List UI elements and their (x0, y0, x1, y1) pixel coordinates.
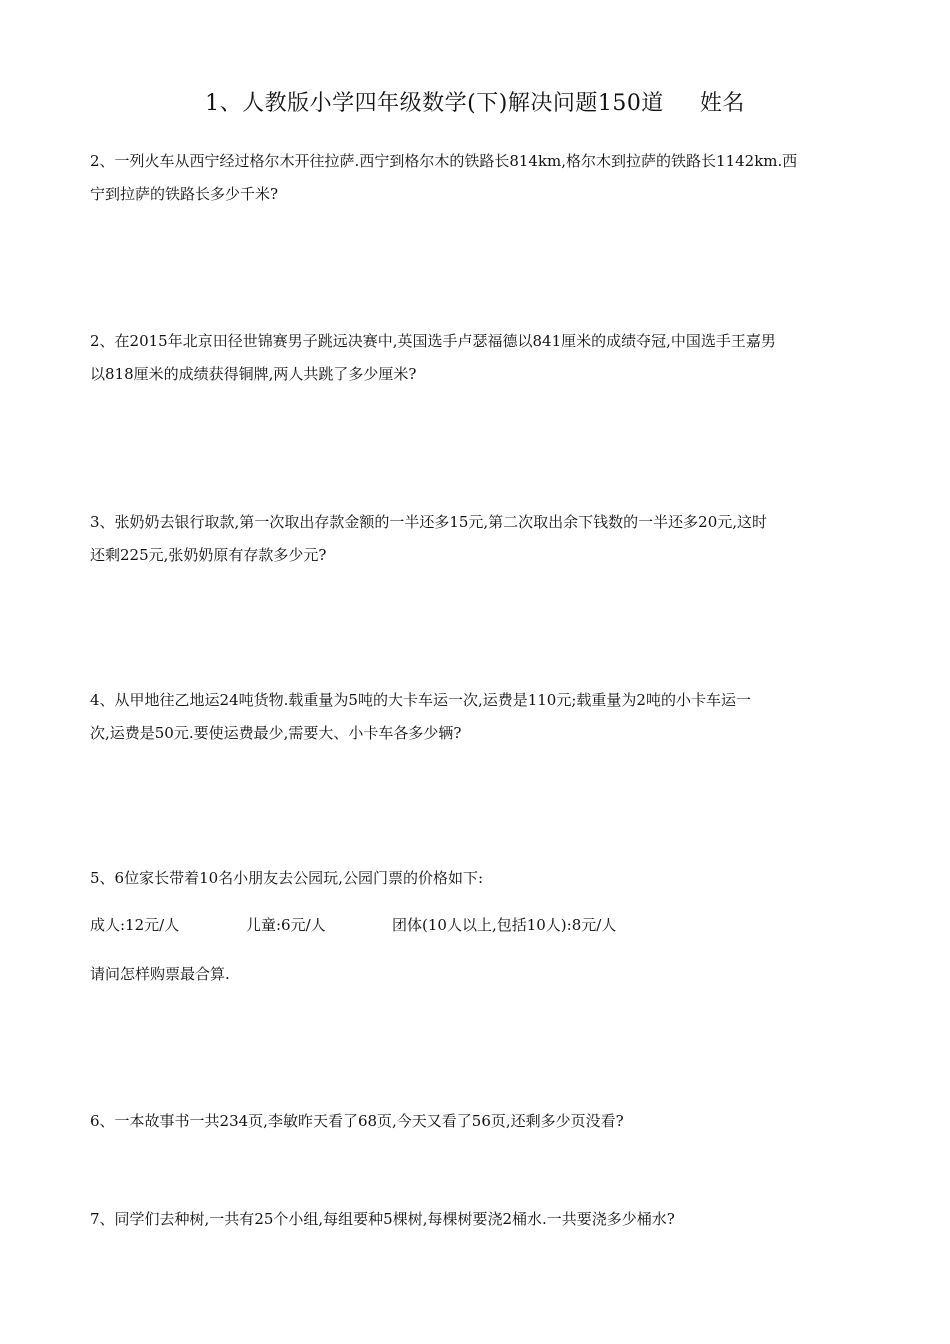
question-line: 以818厘米的成绩获得铜牌,两人共跳了多少厘米? (90, 365, 417, 383)
price-child: 儿童:6元/人 (246, 916, 326, 934)
question-line: 5、6位家长带着10名小朋友去公园玩,公园门票的价格如下: (90, 869, 483, 887)
question-line: 还剩225元,张奶奶原有存款多少元? (90, 546, 327, 564)
question-line: 3、张奶奶去银行取款,第一次取出存款金额的一半还多15元,第二次取出余下钱数的一半还多20元,这时 (90, 513, 768, 531)
question-1 (90, 145, 862, 211)
question-line: 2、在2015年北京田径世锦赛男子跳远决赛中,英国选手卢瑟福德以841厘米的成绩夺冠,中国选手王嘉男 (90, 332, 776, 350)
name-label: 姓名 (699, 91, 745, 116)
question-line: 请问怎样购票最合算. (90, 965, 230, 983)
question-line: 宁到拉萨的铁路长多少千米? (90, 185, 279, 203)
question-line: 次,运费是50元.要使运费最少,需要大、小卡车各多少辆? (90, 724, 462, 742)
question-line: 4、从甲地往乙地运24吨货物.载重量为5吨的大卡车运一次,运费是110元;载重量为2吨的小卡车运一 (90, 691, 751, 709)
question-5 (90, 862, 862, 895)
price-list (90, 909, 862, 942)
question-6 (90, 1105, 862, 1138)
page-title (0, 86, 950, 117)
question-4 (90, 684, 862, 750)
question-7 (90, 1203, 862, 1236)
question-2 (90, 325, 862, 391)
price-group: 团体(10人以上,包括10人):8元/人 (392, 916, 617, 934)
price-adult: 成人:12元/人 (90, 916, 180, 934)
question-line: 6、一本故事书一共234页,李敏昨天看了68页,今天又看了56页,还剩多少页没看? (90, 1112, 624, 1130)
question-5-ask (90, 958, 862, 991)
question-3 (90, 506, 862, 572)
title-text: 1、人教版小学四年级数学(下)解决问题150道 (205, 91, 664, 116)
question-line: 2、一列火车从西宁经过格尔木开往拉萨.西宁到格尔木的铁路长814km,格尔木到拉萨的铁路长1142km.西 (90, 152, 798, 170)
question-line: 7、同学们去种树,一共有25个小组,每组要种5棵树,每棵树要浇2桶水.一共要浇多少桶水? (90, 1210, 675, 1228)
